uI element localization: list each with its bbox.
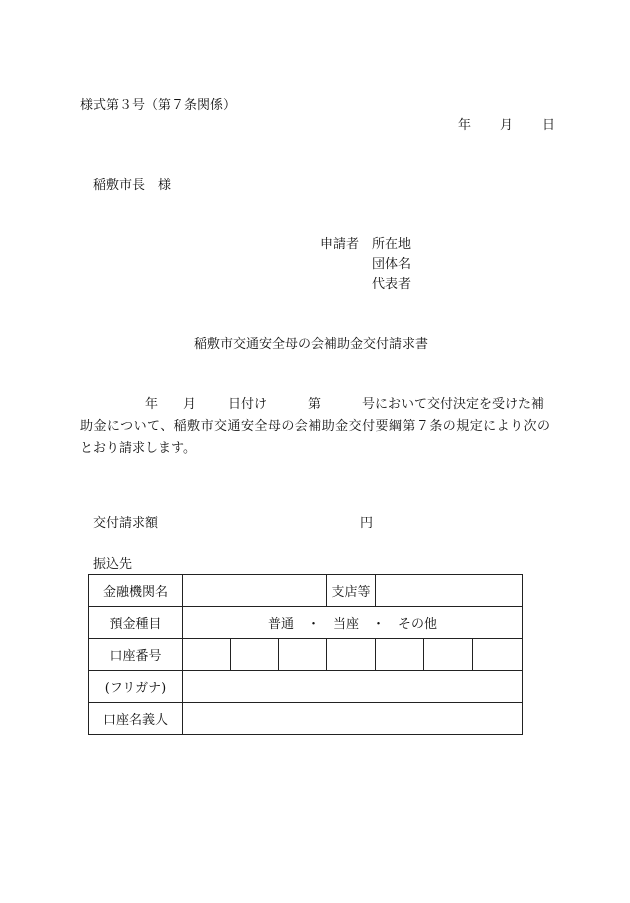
body-line1-rest: 号において交付決定を受けた補 (362, 397, 545, 412)
applicant-label: 申請者 (320, 237, 360, 252)
branch-label: 支店等 (327, 575, 376, 607)
applicant-field-organization: 団体名 (372, 257, 412, 272)
body-dated: 日付け (228, 397, 268, 412)
account-type-label: 預金種目 (89, 607, 183, 639)
account-digit-cell[interactable] (231, 639, 279, 671)
body-year: 年 (145, 397, 159, 412)
account-digit-cell[interactable] (183, 639, 231, 671)
furigana-input-cell[interactable] (183, 671, 523, 703)
document-title: 稲敷市交通安全母の会補助金交付請求書 (194, 337, 429, 352)
account-type-row (89, 607, 523, 639)
account-holder-row (89, 703, 523, 735)
body-number-prefix: 第 (308, 397, 322, 412)
account-holder-label: 口座名義人 (89, 703, 183, 735)
account-digit-cell[interactable] (279, 639, 327, 671)
bank-name-input-cell[interactable] (183, 575, 327, 607)
date-month-label: 月 (500, 118, 514, 133)
addressee: 稲敷市長 様 (93, 178, 172, 193)
account-number-row (89, 639, 523, 671)
furigana-row (89, 671, 523, 703)
account-holder-input-cell[interactable] (183, 703, 523, 735)
account-number-label: 口座番号 (89, 639, 183, 671)
body-line-3: とおり請求します。 (80, 441, 196, 456)
bank-name-row (89, 575, 523, 607)
form-number: 様式第３号（第７条関係） (80, 98, 237, 113)
transfer-label: 振込先 (93, 557, 133, 572)
date-line (458, 117, 555, 135)
branch-input-cell[interactable] (376, 575, 523, 607)
furigana-label: (フリガナ) (89, 671, 183, 703)
bank-table (88, 574, 523, 735)
body-line-1 (80, 394, 550, 416)
account-digit-cell[interactable] (376, 639, 424, 671)
date-year-label: 年 (458, 118, 472, 133)
applicant-field-address: 所在地 (372, 237, 412, 252)
account-digit-cell[interactable] (473, 639, 523, 671)
bank-name-label: 金融機関名 (89, 575, 183, 607)
body-line-2: 助金について、稲敷市交通安全母の会補助金交付要綱第７条の規定により次の (80, 419, 550, 434)
amount-label: 交付請求額 (93, 516, 159, 531)
account-digit-cell[interactable] (424, 639, 473, 671)
body-month: 月 (183, 397, 197, 412)
body-paragraph (80, 394, 550, 460)
account-type-options[interactable]: 普通 ・ 当座 ・ その他 (183, 607, 523, 639)
account-digit-cell[interactable] (327, 639, 376, 671)
amount-unit: 円 (360, 516, 374, 531)
applicant-field-representative: 代表者 (372, 277, 412, 292)
date-day-label: 日 (542, 118, 556, 133)
